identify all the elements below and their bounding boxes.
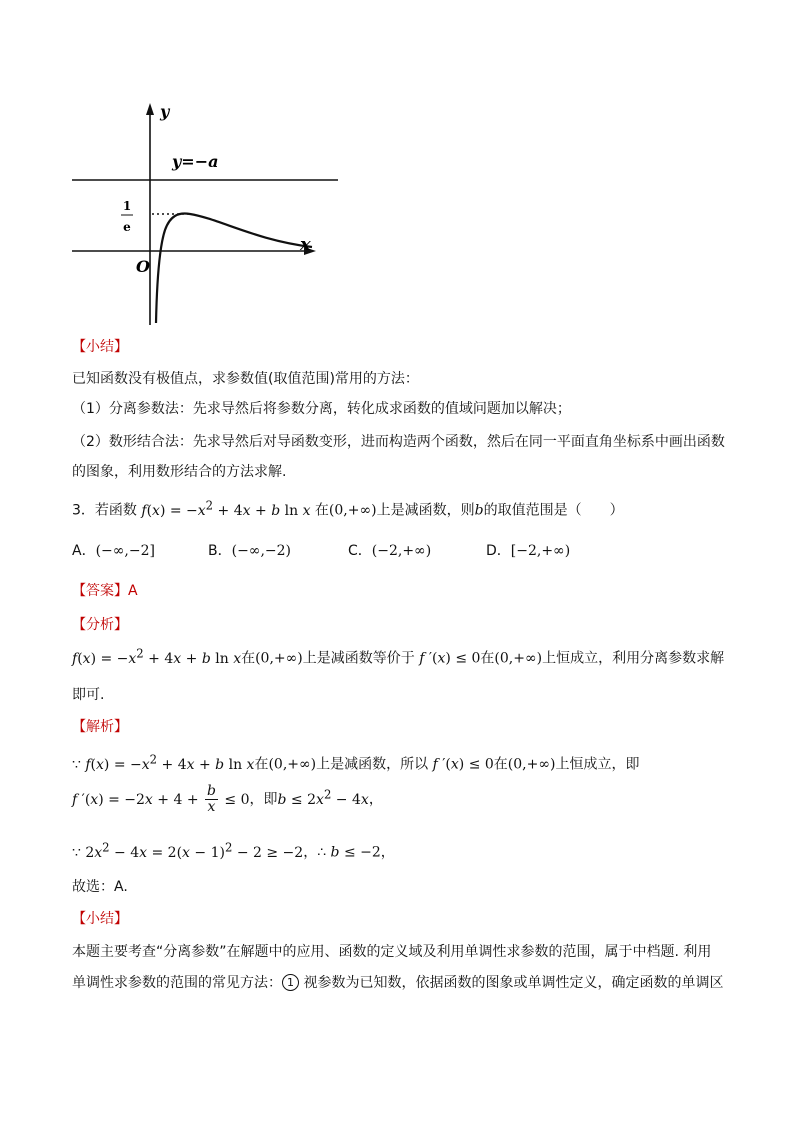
- option-a-value: (−∞,−2]: [95, 543, 155, 559]
- question-number: 3．若函数: [72, 502, 137, 519]
- solution-text-1: 在: [254, 756, 269, 773]
- solution-inequality: $b \le 2x^2 - 4x$: [277, 786, 369, 808]
- solution-conclusion: 故选：A.: [72, 879, 128, 895]
- analysis-line-1: [72, 646, 724, 668]
- option-a[interactable]: [72, 540, 155, 560]
- option-a-letter: A．: [72, 543, 96, 559]
- option-d[interactable]: [486, 540, 570, 560]
- solution-function: ∵ $f(x) = -x^2 + 4x + b$ ln x: [72, 752, 255, 773]
- solution-interval-2: (0,+∞): [507, 756, 556, 773]
- analysis-line-2: 即可.: [72, 687, 105, 703]
- y-axis-label: y: [160, 102, 170, 121]
- analysis-heading: 【分析】: [72, 617, 128, 633]
- summary-2-line-1: 本题主要考查“分离参数”在解题中的应用、函数的定义域及利用单调性求参数的范围，属于中档题. 利用: [72, 944, 712, 960]
- circled-number-1: 1: [282, 974, 299, 991]
- function-graph: [60, 95, 360, 335]
- method-1: （1）分离参数法：先求导然后将参数分离，转化成求函数的值域问题加以解决；: [72, 401, 571, 417]
- summary-2-text-a: 单调性求参数的范围的常见方法：: [72, 975, 282, 991]
- solution-text-8: ，: [380, 844, 395, 861]
- function-curve: [156, 214, 312, 323]
- analysis-text-4: 上恒成立，利用分离参数求解: [542, 650, 725, 667]
- solution-result: ∴ b ≤ −2: [317, 844, 381, 861]
- option-c[interactable]: [348, 540, 431, 560]
- question-interval: (0,+∞): [328, 502, 377, 519]
- analysis-text-1: 在: [241, 650, 256, 667]
- x-axis-label: x: [300, 234, 311, 255]
- solution-text-6: ，: [368, 791, 383, 808]
- analysis-text-3: 在: [480, 650, 495, 667]
- analysis-function: $f(x) = -x^2 + 4x + b$ ln x: [72, 646, 242, 667]
- option-b[interactable]: [208, 540, 291, 560]
- option-b-letter: B．: [208, 543, 232, 559]
- option-b-value: (−∞,−2): [231, 543, 292, 559]
- analysis-text-2: 上是减函数等价于: [302, 650, 415, 667]
- method-2-line-2: 的图象，利用数形结合的方法求解.: [72, 464, 287, 480]
- question-function: $f(x) = -x^2 + 4x + b$ ln x: [141, 498, 311, 519]
- line-label: y=−a: [172, 152, 219, 171]
- y-axis-arrow: [146, 103, 154, 115]
- tick-denominator: e: [123, 220, 131, 234]
- solution-heading: 【解析】: [72, 719, 128, 735]
- option-c-value: (−2,+∞): [371, 543, 432, 559]
- solution-line-2: [72, 784, 383, 815]
- answer-value: A: [128, 583, 138, 599]
- method-2-line-1: （2）数形结合法：先求导然后对导函数变形，进而构造两个函数，然后在同一平面直角坐标系中画出函数: [72, 434, 725, 450]
- answer: [72, 580, 138, 600]
- solution-line-3: [72, 840, 395, 862]
- tick-numerator: 1: [122, 199, 132, 213]
- question-text-end: 的取值范围是（ ）: [483, 502, 624, 519]
- question-param: b: [474, 502, 484, 519]
- option-c-letter: C．: [348, 543, 372, 559]
- analysis-interval-2: (0,+∞): [494, 650, 543, 667]
- origin-label: O: [136, 257, 150, 276]
- solution-text-4: 上恒成立，即: [555, 756, 640, 773]
- question-3: [72, 498, 624, 520]
- analysis-derivative: f ′(x) ≤ 0: [419, 650, 481, 667]
- solution-derivative: f ′(x) ≤ 0: [432, 756, 494, 773]
- question-text-mid: 在: [314, 502, 329, 519]
- solution-interval-1: (0,+∞): [268, 756, 317, 773]
- summary-2-text-b: 视参数为已知数，依据函数的图象或单调性定义，确定函数的单调区: [299, 975, 724, 991]
- answer-label: 【答案】: [72, 583, 128, 599]
- solution-text-2: 上是减函数，所以: [316, 756, 429, 773]
- analysis-interval-1: (0,+∞): [255, 650, 303, 667]
- solution-text-3: 在: [493, 756, 508, 773]
- question-text-mid2: 上是减函数，则: [376, 502, 475, 519]
- summary-2-line-2: [72, 972, 723, 992]
- summary-intro: 已知函数没有极值点，求参数值(取值范围)常用的方法：: [72, 371, 419, 387]
- option-d-value: [−2,+∞): [510, 543, 571, 559]
- summary-heading-1: 【小结】: [72, 339, 128, 355]
- solution-text-5: ，即: [249, 791, 278, 808]
- solution-derivative-expr: f ′(x) = −2x + 4 + $\frac{b}{x}$ ≤ 0: [72, 783, 250, 815]
- solution-line-1: [72, 752, 639, 774]
- solution-completing-square: ∵ $2x^2 - 4x = 2(x - 1)^2 - 2 \ge -2$: [72, 840, 304, 861]
- option-d-letter: D．: [486, 543, 511, 559]
- solution-text-7: ，: [303, 844, 318, 861]
- summary-heading-2: 【小结】: [72, 911, 128, 927]
